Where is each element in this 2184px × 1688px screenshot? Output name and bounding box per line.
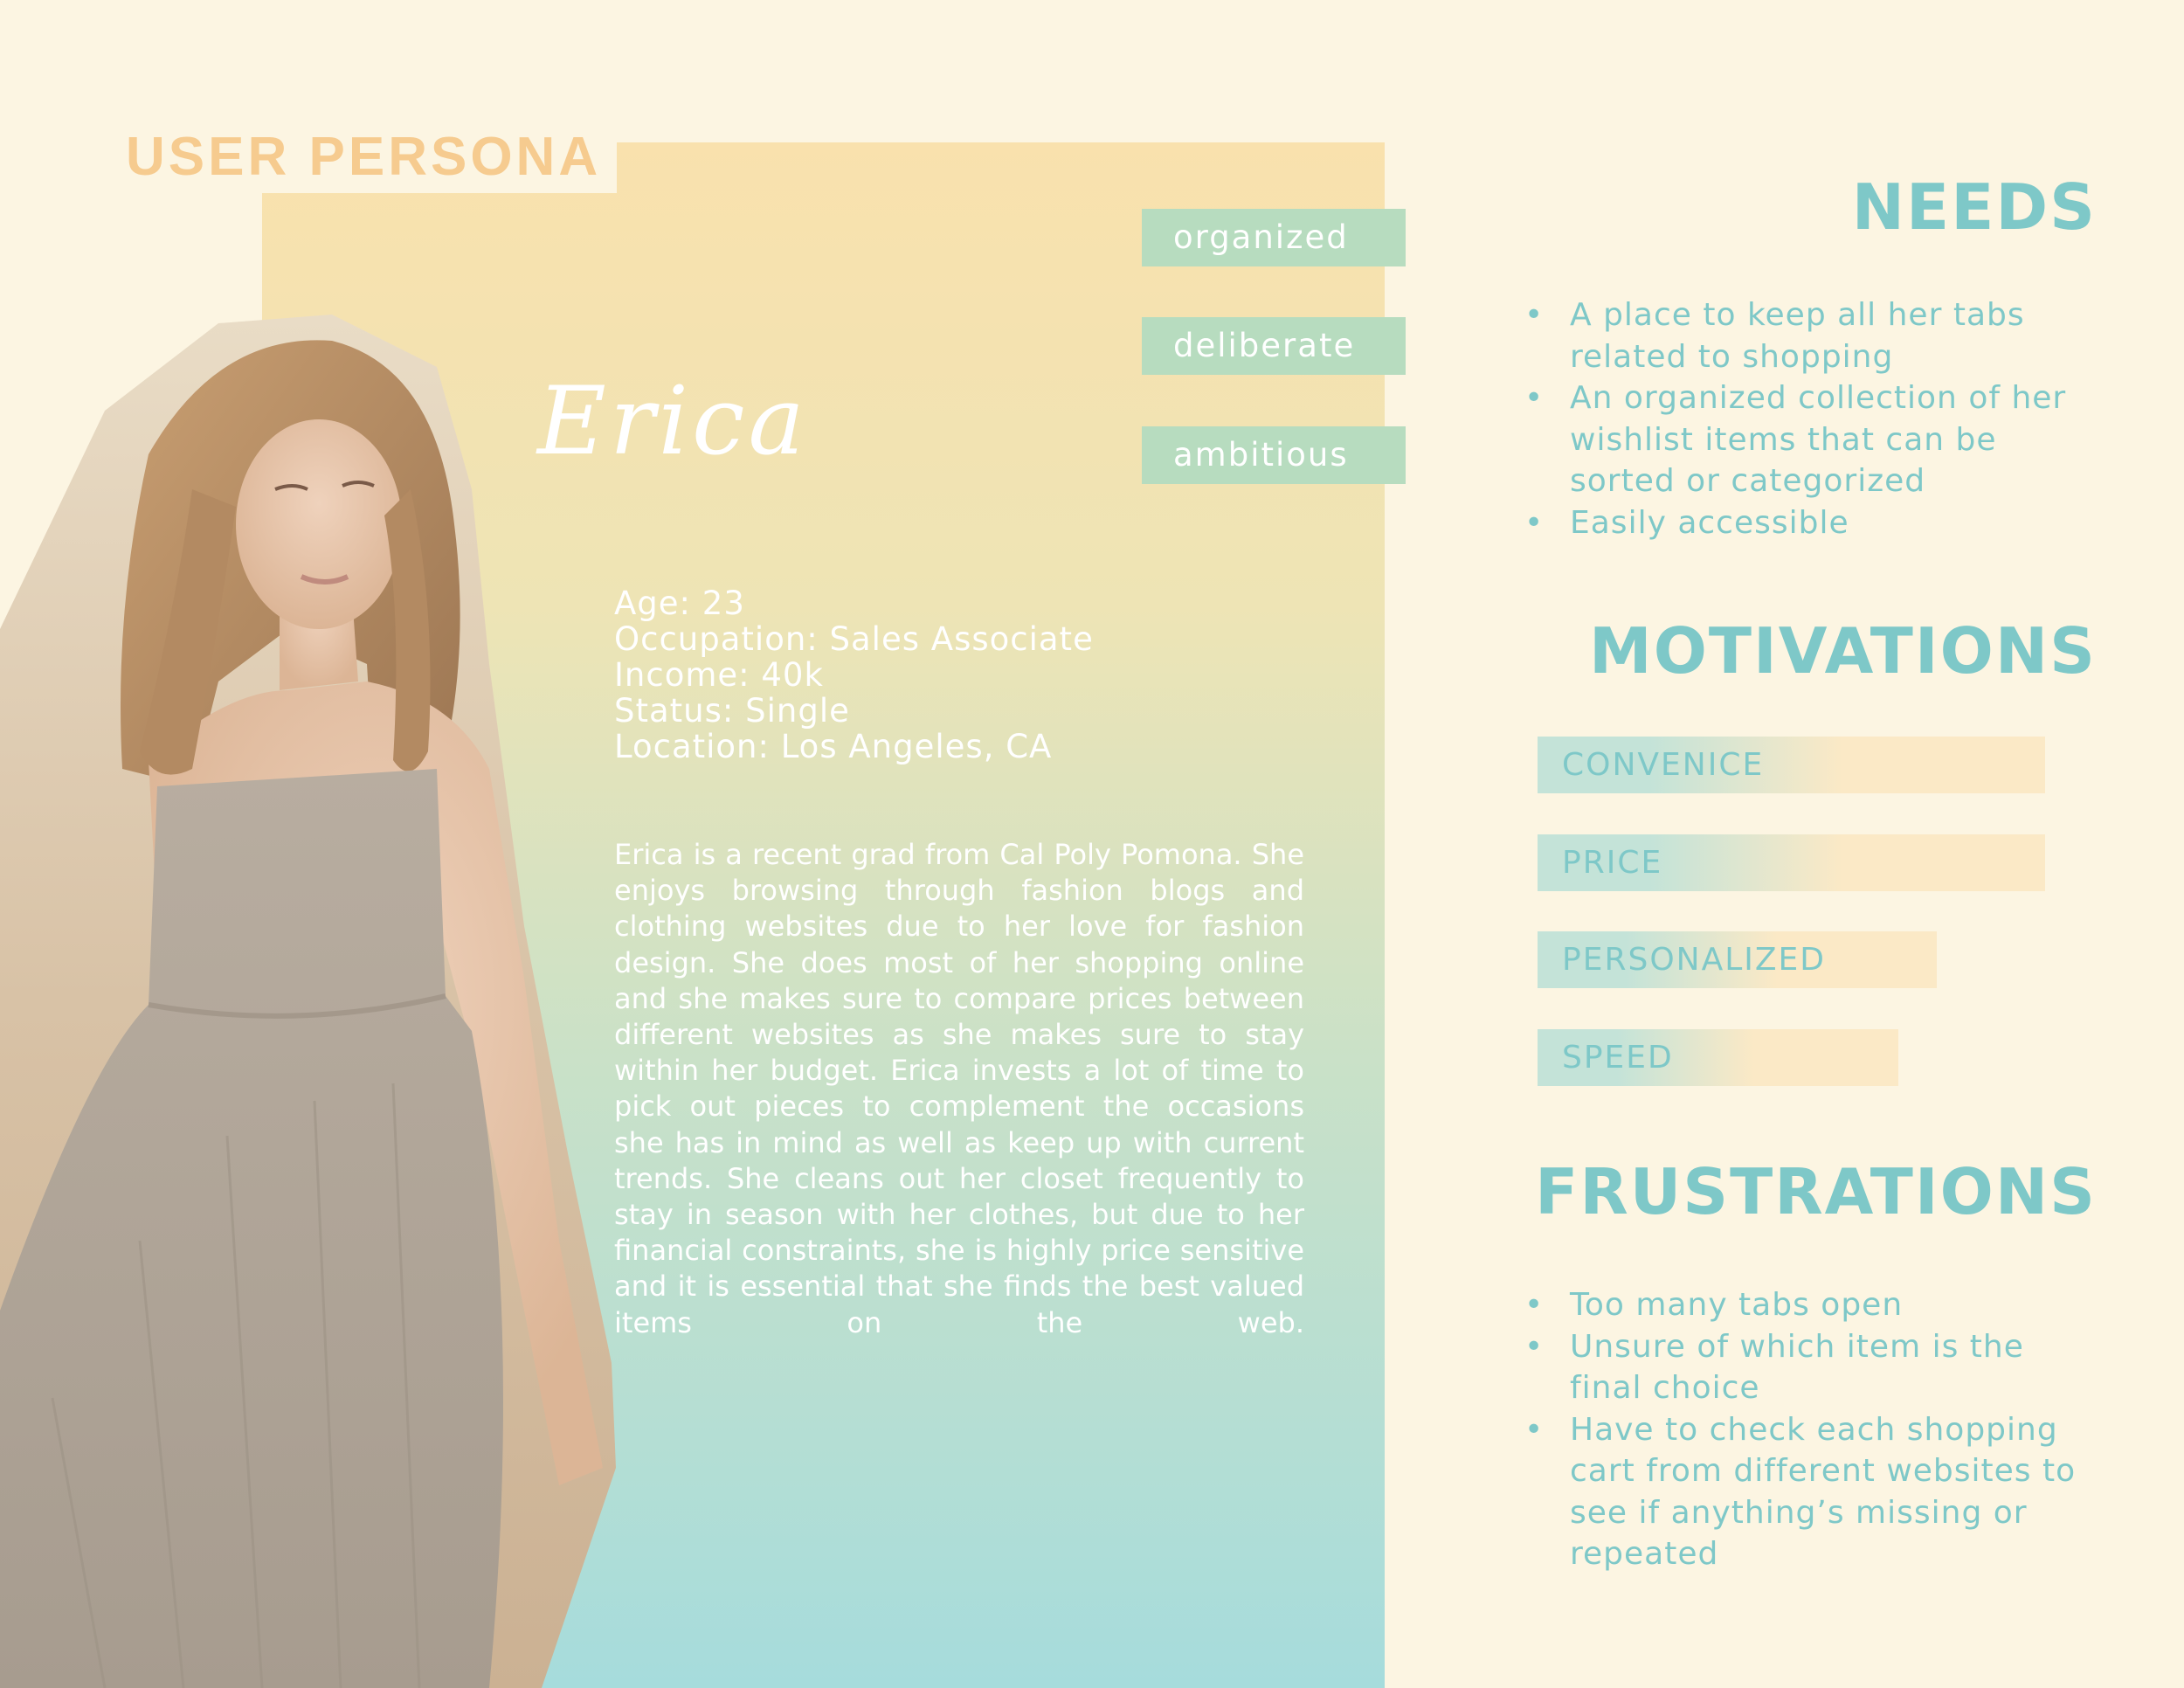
needs-item: • An organized collection of her wishlist items that can be sorted or categorized [1524,377,2101,502]
persona-photo [0,0,620,1688]
stat-age: Age: 23 [614,585,745,622]
trait-tag-ambitious: ambitious [1142,426,1406,484]
stat-location: Location: Los Angeles, CA [614,728,1053,765]
frustrations-heading: FRUSTRATIONS [1535,1155,2097,1228]
motivation-bar-price: PRICE [1538,834,2045,891]
needs-item: • A place to keep all her tabs related to shopping [1524,294,2101,377]
trait-tag-deliberate: deliberate [1142,317,1406,375]
frustrations-list [1524,1284,2101,1575]
needs-list [1524,294,2101,543]
motivation-bar-convenience: CONVENICE [1538,737,2045,793]
persona-name: Erica [537,367,808,476]
persona-bio: Erica is a recent grad from Cal Poly Pomona. She enjoys browsing through fashion blogs and clothing websites due to her love for fashion design. She does most of her shopping online and she makes sure to compare prices between different websites as she makes sure to stay within her budget. Erica invests a lot of time to pick out pieces to complement the occasions she has in mind as well as keep up with current trends. She cleans out her closet frequently to stay in season with her clothes, but due to her financial constraints, she is highly price sensitive and it is essential that she finds the best valued items on the web. [614,838,1304,1339]
frustrations-item: • Have to check each shopping cart from different websites to see if anything’s missing or repeated [1524,1409,2101,1575]
needs-item: • Easily accessible [1524,502,2101,544]
motivation-bar-speed: SPEED [1538,1029,1898,1086]
needs-heading: NEEDS [1851,170,2097,244]
trait-tag-organized: organized [1142,209,1406,266]
persona-stats [614,585,1313,764]
stat-status: Status: Single [614,692,850,730]
stat-occupation: Occupation: Sales Associate [614,620,1094,658]
frustrations-item: • Unsure of which item is the final choice [1524,1326,2101,1409]
motivations-heading: MOTIVATIONS [1589,614,2097,688]
page-title: USER PERSONA [122,121,617,193]
motivation-bar-personalized: PERSONALIZED [1538,931,1937,988]
frustrations-item: • Too many tabs open [1524,1284,2101,1326]
stat-income: Income: 40k [614,656,824,694]
